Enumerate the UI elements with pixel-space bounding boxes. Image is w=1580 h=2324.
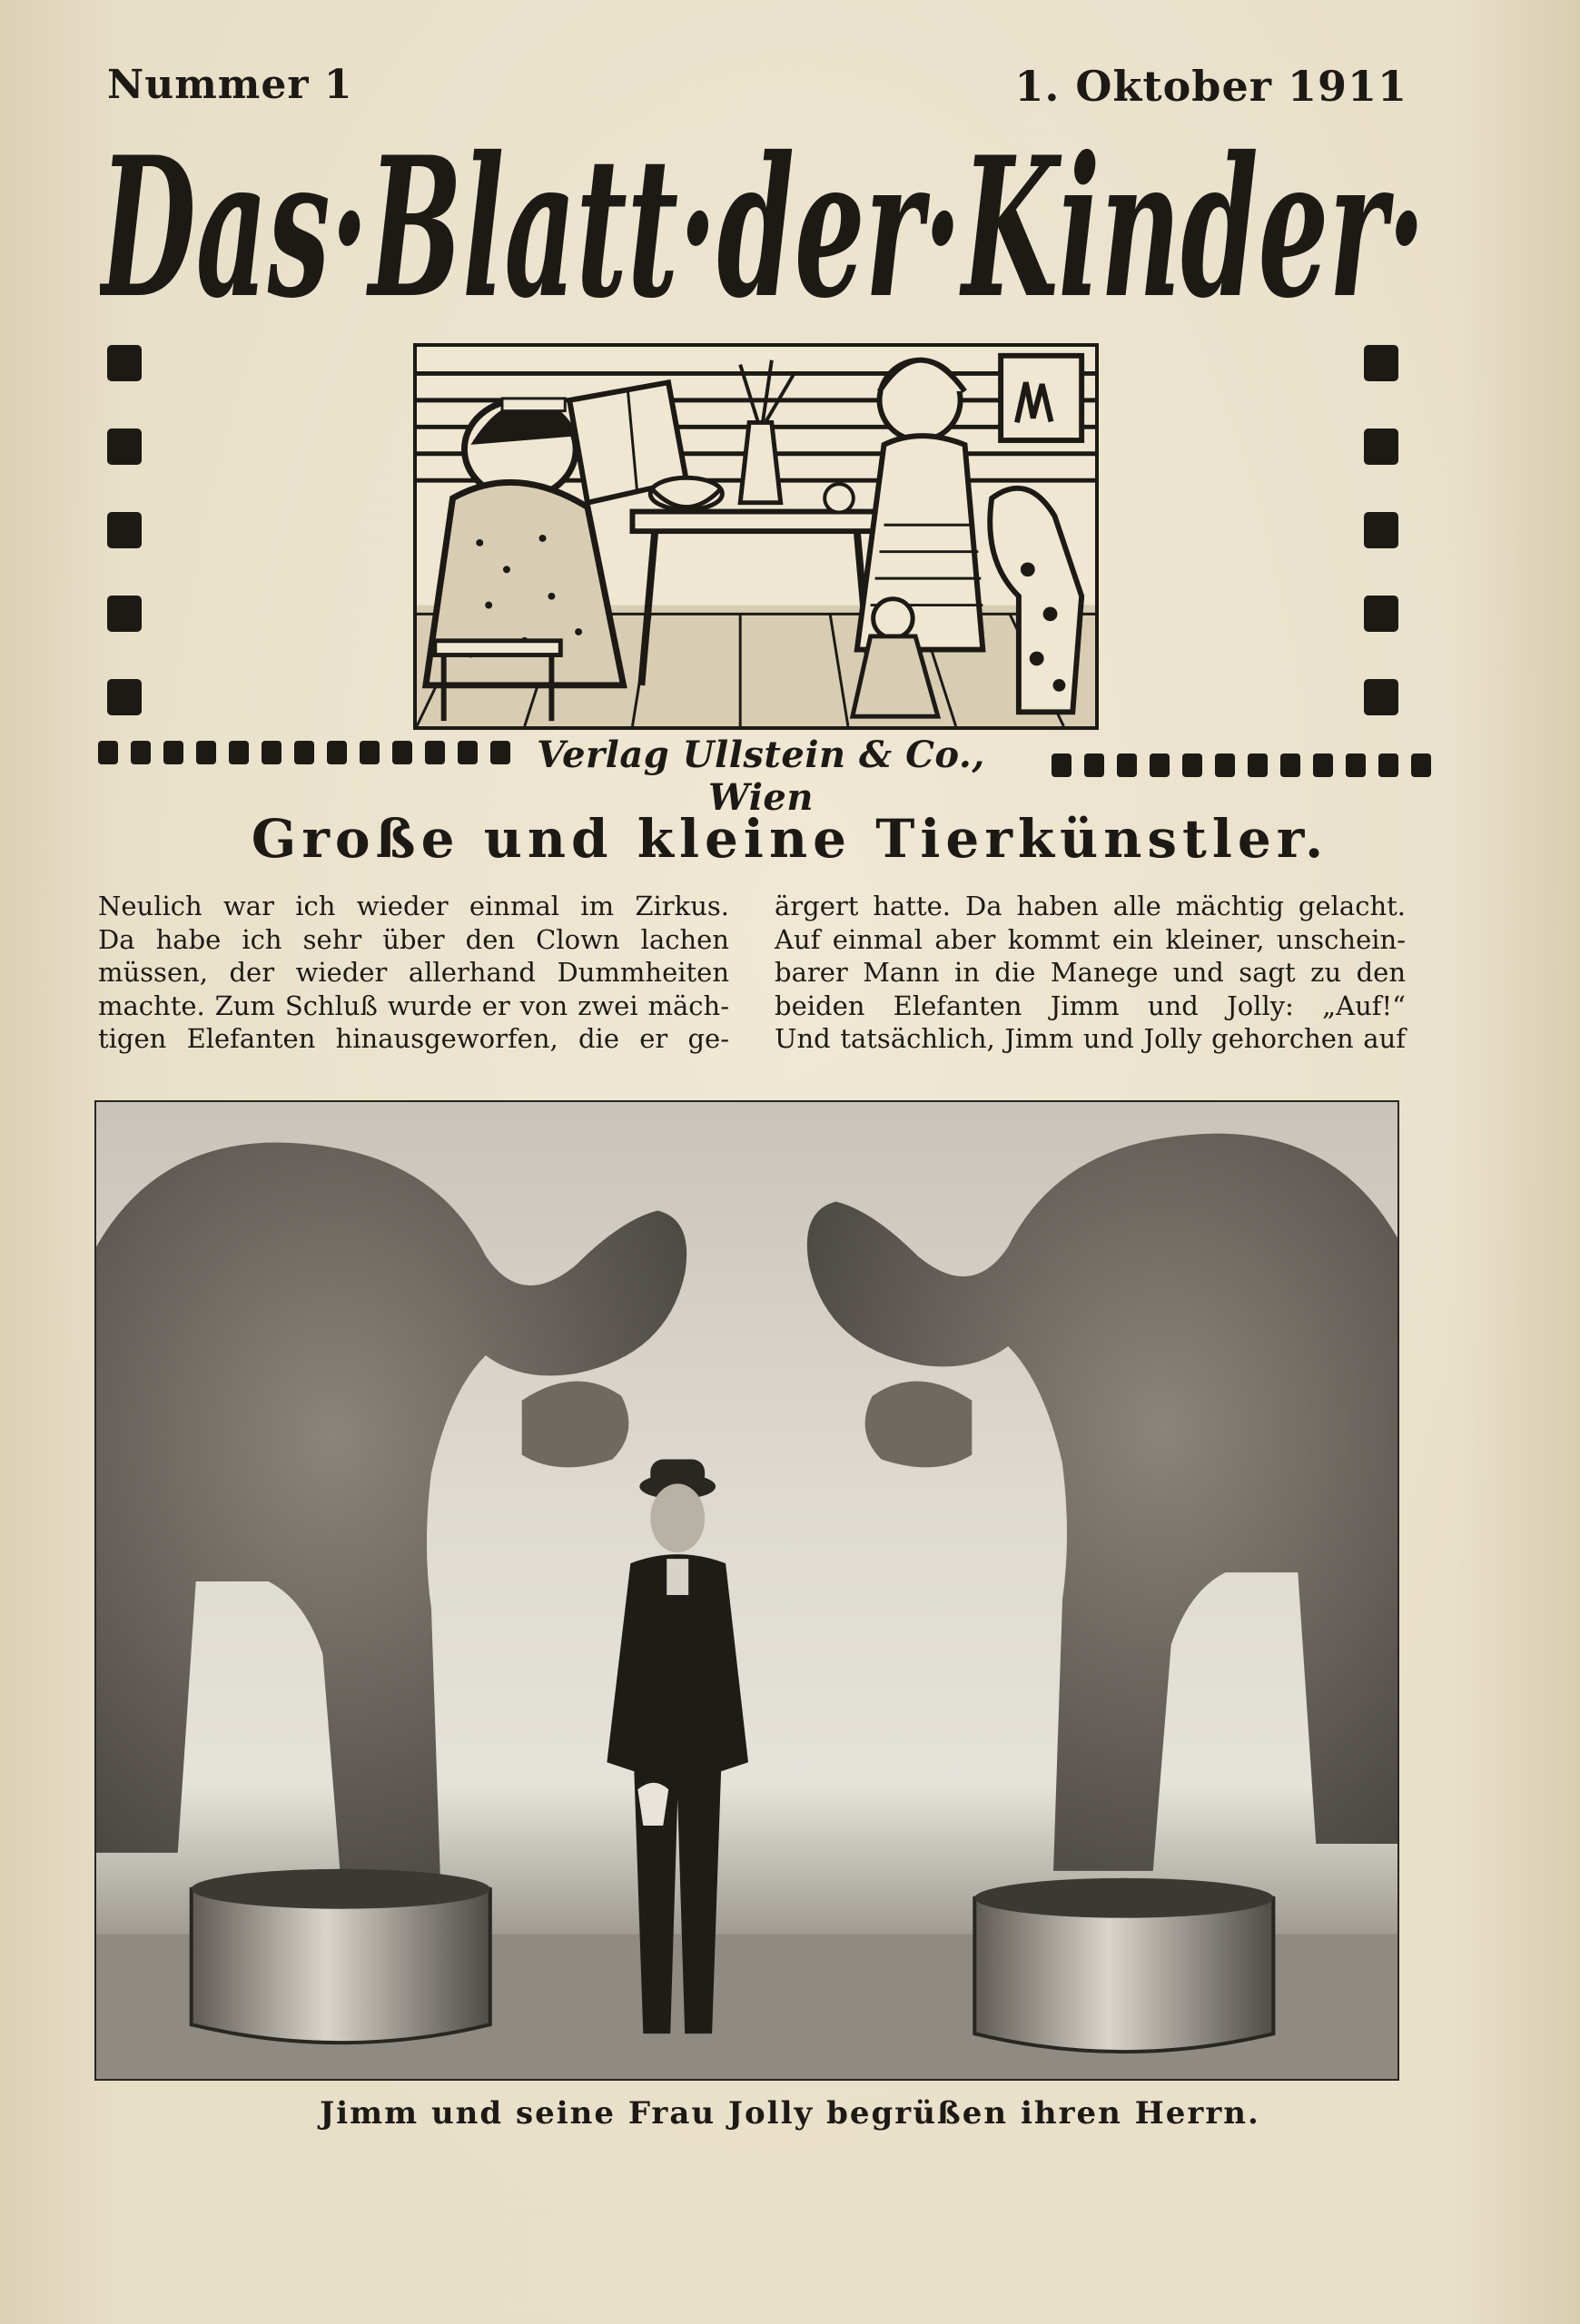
text-line: Neulich war ich wieder einmal im Zirkus. — [98, 891, 729, 921]
elephants-photo — [94, 1100, 1399, 2081]
article-headline: Große und kleine Tierkünstler. — [251, 808, 1329, 870]
article-column-left — [98, 890, 729, 1080]
publisher-line: Verlag Ullstein & Co., Wien — [537, 734, 985, 819]
issue-date: 1. Oktober 1911 — [1014, 62, 1407, 111]
issue-number: Nummer 1 — [107, 62, 353, 108]
header-illustration — [413, 343, 1099, 730]
masthead-title — [100, 109, 1426, 336]
text-line: machte. Zum Schluß wurde er von zwei mäch- — [98, 990, 729, 1021]
decorative-squares-row-left — [98, 741, 510, 764]
article-columns — [98, 890, 1406, 1080]
text-line: beiden Elefanten Jimm und Jolly: „Auf!“ — [775, 990, 1406, 1021]
text-line: müssen, der wieder allerhand Dummheiten — [98, 957, 729, 988]
text-line: tigen Elefanten hinausgeworfen, die er ge- — [98, 1023, 729, 1054]
text-line: Auf einmal aber kommt ein kleiner, unschein- — [775, 923, 1406, 955]
masthead-text: Das·Blatt·der·Kinder· — [100, 114, 1426, 336]
text-line: Da habe ich sehr über den Clown lachen — [98, 923, 729, 955]
text-line: ärgert hatte. Da haben alle mächtig gelacht. — [775, 891, 1406, 921]
text-line: Und tatsächlich, Jimm und Jolly gehorchen auf — [775, 1023, 1406, 1054]
decorative-squares-right — [1364, 345, 1398, 715]
text-line: barer Mann in die Manege und sagt zu den — [775, 957, 1406, 988]
photo-caption: Jimm und seine Frau Jolly begrüßen ihren Herrn. — [320, 2095, 1260, 2132]
decorative-squares-left — [107, 345, 142, 715]
article-column-right — [775, 890, 1406, 1080]
decorative-squares-row-right — [1052, 753, 1431, 777]
